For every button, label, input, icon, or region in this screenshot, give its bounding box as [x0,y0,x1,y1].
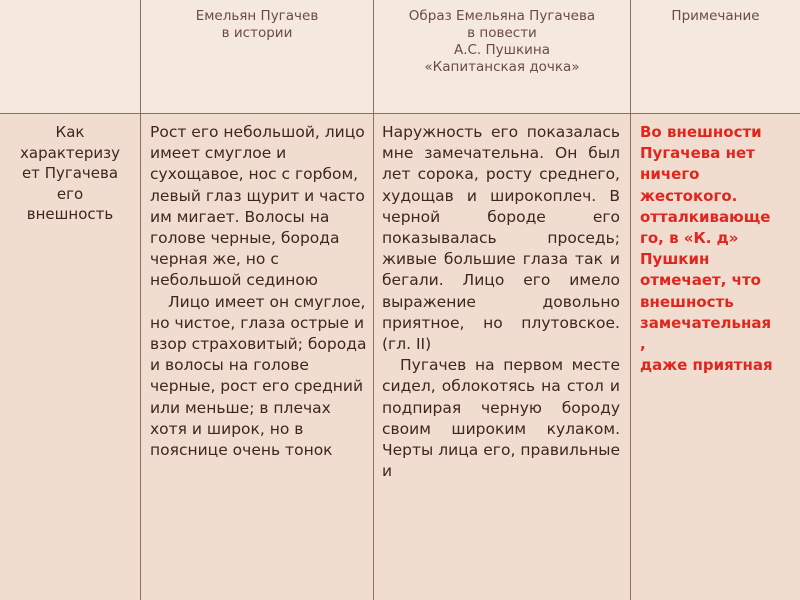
note-cell [631,114,800,600]
header-history-line-2: в истории [221,25,293,41]
note-line-6: го, в «К. д» [640,229,739,248]
header-history-line-1: Емельян Пугачев [195,8,319,24]
header-novel-line-4: «Капитанская дочка» [424,59,580,75]
row-question-cell [0,114,141,600]
history-paragraph-1: Рост его небольшой, лицо имеет смуглое и сухощавое, нос с горбом, левый глаз щурит и часто им мигает. Волосы на голове черные, борода черная же, но с небольшой сединою [150,123,365,290]
note-line-5: отталкивающе [640,207,771,226]
novel-paragraph-1: Наружность его показалась мне замечательна. Он был лет сорока, росту среднего, худощав и широкоплеч. В черной бороде его показывалась проседь; живые большие глаза так и бегали. Лицо его имело выражение довольно приятное, но плутовское. (гл. II) [382,123,620,354]
note-line-9: внешность [640,292,734,311]
note-line-8: отмечает, что [640,271,761,290]
question-line-4: его [56,184,84,203]
question-line-2: характеризу [20,143,120,162]
novel-description-cell [374,114,631,600]
note-line-1: Во внешности [640,123,762,141]
note-line-4: жестокого. [640,186,738,205]
header-novel-line-1: Образ Емельяна Пугачева [408,8,596,24]
note-line-2: Пугачева нет [640,144,755,163]
note-line-12: даже приятная [640,356,773,375]
novel-paragraph-2: Пугачев на первом месте сидел, облокотясь на стол и подпирая черную бороду своим широким кулаком. Черты лица его, правильные и [382,356,620,481]
question-line-5: внешность [26,205,114,223]
header-cell-history [141,0,374,114]
question-line-3: ет Пугачева [21,164,119,182]
note-line-11: , [640,335,646,354]
header-cell-empty [0,0,141,114]
header-cell-novel [374,0,631,114]
note-line-7: Пушкин [640,250,710,269]
history-paragraph-2: Лицо имеет он смуглое, но чистое, глаза острые и взор страховитый; борода и волосы на голове черные, рост его средний или меньше; в плечах хотя и широк, но в пояснице очень тонок [150,292,367,460]
question-line-1: Как [55,123,85,141]
header-novel-line-3: А.С. Пушкина [453,42,551,58]
header-note-line-1: Примечание [671,8,760,24]
note-line-10: замечательная [640,313,772,332]
note-line-3: ничего [640,165,700,184]
header-cell-note [631,0,800,114]
history-description-cell [141,114,374,600]
header-novel-line-2: в повести [467,25,537,41]
